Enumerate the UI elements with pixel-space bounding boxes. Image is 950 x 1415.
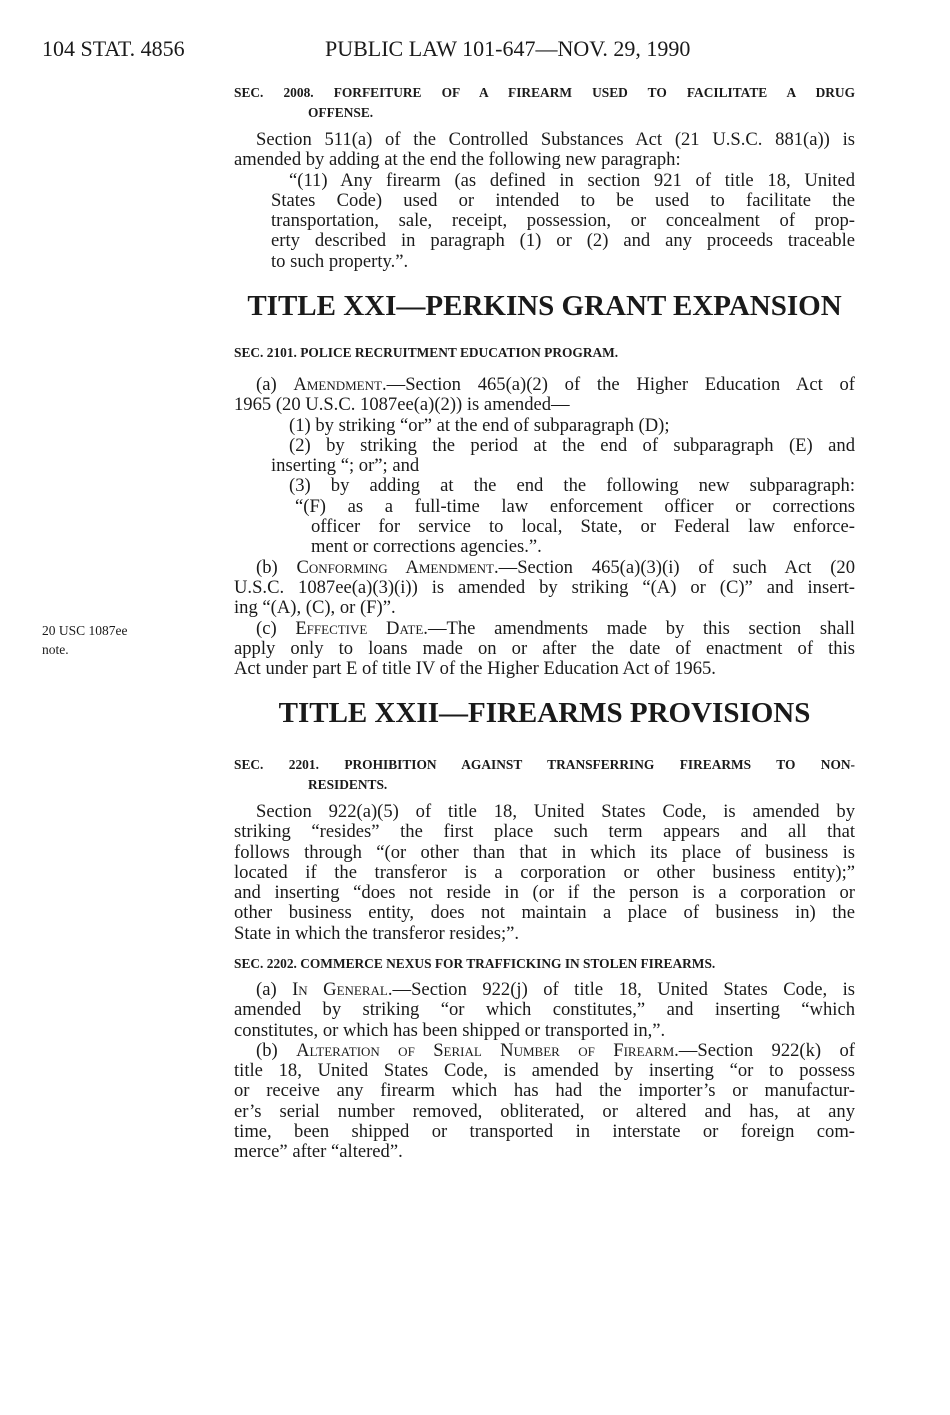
text-line: (b) Conforming Amendment.—Section 465(a)(3)(i) of such Act (20 (256, 556, 855, 578)
text-line: Section 511(a) of the Controlled Substances Act (21 U.S.C. 881(a)) is (256, 129, 855, 150)
text-line: to such property.”. (271, 250, 409, 272)
text-line: 1965 (20 U.S.C. 1087ee(a)(2)) is amended— (234, 394, 570, 416)
text-line: OFFENSE. (308, 104, 374, 120)
text-line: amended by striking “or which constitutes,” and inserting “which (234, 999, 855, 1021)
text-line: ing “(A), (C), or (F)”. (234, 597, 396, 619)
text-line: (3) by adding at the end the following new subparagraph: (289, 475, 855, 497)
text-line: or receive any firearm which has had the importer’s or manufactur- (234, 1080, 855, 1102)
text-line: (c) Effective Date.—The amendments made by this section shall (256, 617, 855, 639)
text-line: ment or corrections agencies.”. (311, 536, 542, 558)
text-line: inserting “; or”; and (271, 455, 420, 477)
running-head: PUBLIC LAW 101-647—NOV. 29, 1990 (325, 36, 691, 61)
sec-2202-heading (234, 954, 855, 974)
text-line: amended by adding at the end the following new paragraph: (234, 149, 681, 171)
text-line: title 18, United States Code, is amended by inserting “or to possess (234, 1060, 855, 1082)
text-line: officer for service to local, State, or Federal law enforce- (311, 516, 855, 538)
text-line: RESIDENTS. (308, 776, 388, 792)
text-line: erty described in paragraph (1) or (2) and any proceeds traceable (271, 230, 855, 252)
text-line: (2) by striking the period at the end of subparagraph (E) and (289, 434, 855, 456)
text-line: (1) by striking “or” at the end of subparagraph (D); (289, 414, 670, 436)
text-line: States Code) used or intended to be used to facilitate the (271, 189, 855, 211)
text-line: Section 922(a)(5) of title 18, United States Code, is amended by (256, 801, 855, 822)
subsection-heading: Conforming Amendment. (296, 556, 499, 578)
sec-2101-body (234, 375, 855, 679)
text-line: located if the transferor is a corporation or other business entity);” (234, 861, 855, 883)
margin-note-line: note. (42, 642, 69, 657)
subsection-heading: In General. (292, 979, 393, 1000)
text-line: SEC. 2008. FORFEITURE OF A FIREARM USED TO FACILITATE A DRUG (234, 85, 855, 100)
text-line: SEC. 2202. COMMERCE NEXUS FOR TRAFFICKING IN STOLEN FIREARMS. (234, 956, 716, 971)
text-line: striking “resides” the first place such term appears and all that (234, 821, 855, 843)
subsection-heading: Effective Date. (295, 617, 428, 639)
title-xxii-heading: TITLE XXII—FIREARMS PROVISIONS (278, 697, 811, 729)
title-xxi-heading: TITLE XXI—PERKINS GRANT EXPANSION (247, 290, 842, 322)
sec-2201-heading (234, 755, 855, 794)
text-line: (a) In General.—Section 922(j) of title 18, United States Code, is (256, 979, 855, 1000)
sec-2201-body (234, 802, 855, 944)
text-line: transportation, sale, receipt, possession, or concealment of prop- (271, 210, 855, 232)
text-line: (b) Alteration of Serial Number of Firearm.—Section 922(k) of (256, 1039, 855, 1061)
subsection-heading: Amendment. (293, 374, 387, 395)
text-line: “(11) Any firearm (as defined in section 921 of title 18, United (289, 169, 855, 191)
subsection-heading: Alteration of Serial Number of Firearm. (296, 1039, 679, 1061)
text-line: (a) Amendment.—Section 465(a)(2) of the Higher Education Act of (256, 374, 855, 395)
text-line: apply only to loans made on or after the date of enactment of this (234, 637, 855, 659)
margin-note (42, 621, 128, 659)
text-line: SEC. 2201. PROHIBITION AGAINST TRANSFERRING FIREARMS TO NON- (234, 757, 855, 772)
text-line: er’s serial number removed, obliterated, or altered and has, at any (234, 1100, 855, 1122)
text-line: SEC. 2101. POLICE RECRUITMENT EDUCATION PROGRAM. (234, 345, 619, 360)
text-line: State in which the transferor resides;”. (234, 922, 520, 944)
sec-2101-heading (234, 343, 855, 363)
text-line: merce” after “altered”. (234, 1141, 403, 1163)
sec-2008-heading (234, 83, 855, 122)
text-line: follows through “(or other than that in which its place of business is (234, 841, 855, 863)
text-line: Act under part E of title IV of the Higher Education Act of 1965. (234, 658, 716, 680)
text-line: U.S.C. 1087ee(a)(3)(i)) is amended by striking “(A) or (C)” and insert- (234, 576, 855, 598)
text-line: constitutes, or which has been shipped or transported in,”. (234, 1019, 666, 1041)
page-stat-number: 104 STAT. 4856 (42, 36, 185, 61)
text-line: and inserting “does not reside in (or if the person is a corporation or (234, 882, 855, 904)
sec-2202-body (234, 980, 855, 1163)
text-line: time, been shipped or transported in interstate or foreign com- (234, 1121, 855, 1143)
sec-2008-body (234, 130, 855, 272)
text-line: “(F) as a full-time law enforcement officer or corrections (295, 495, 855, 517)
margin-note-line: 20 USC 1087ee (42, 623, 128, 638)
text-line: other business entity, does not maintain a place of business in) the (234, 902, 855, 924)
